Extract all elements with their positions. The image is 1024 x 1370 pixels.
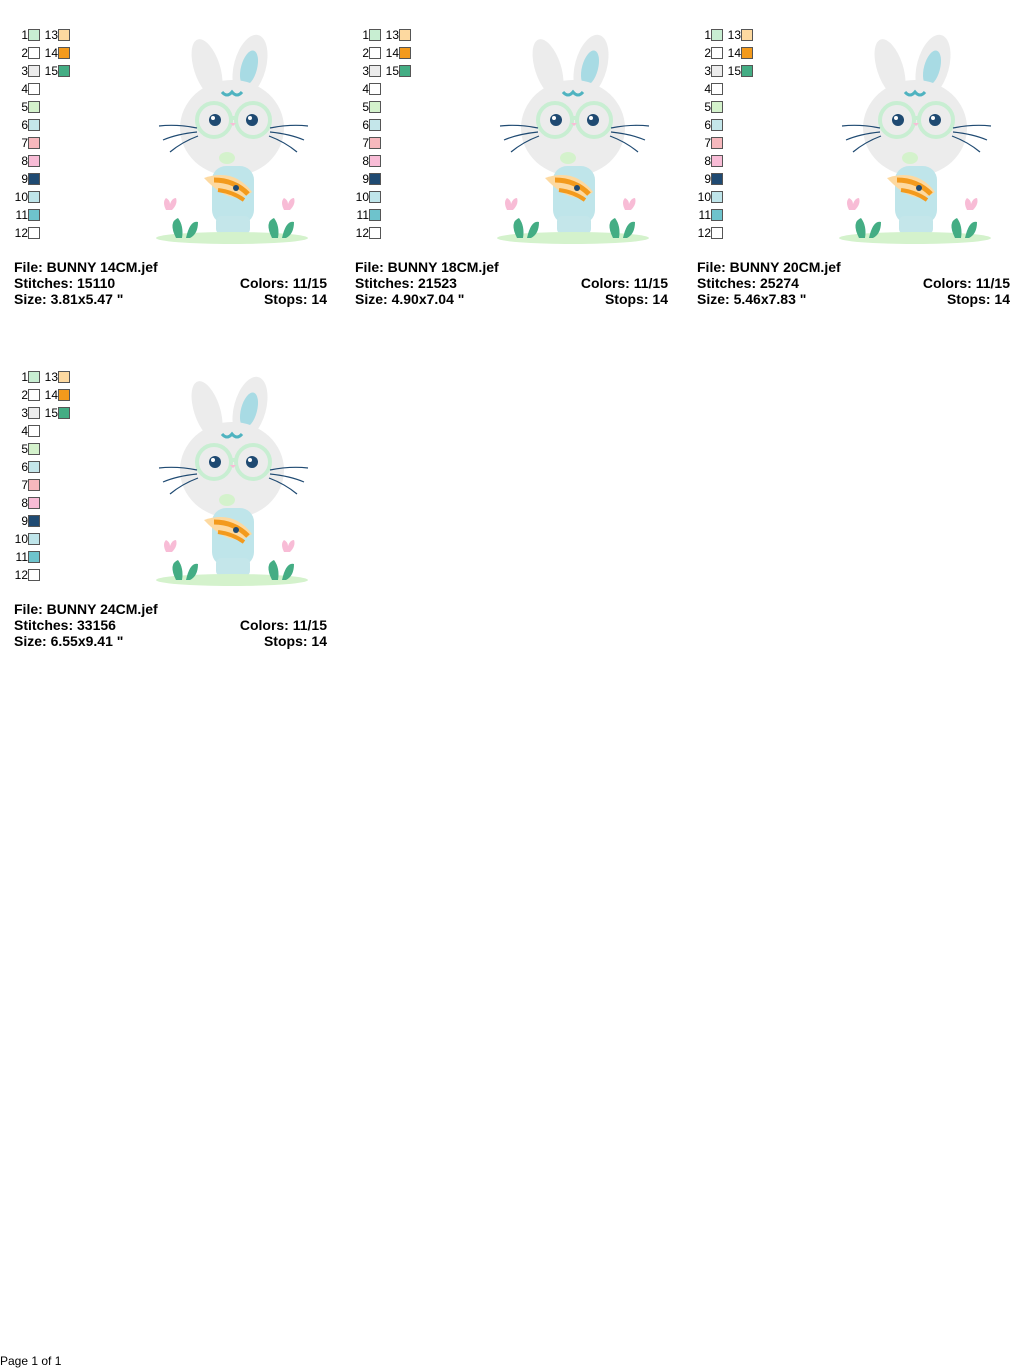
color-swatch: [711, 191, 723, 203]
swatch-row: [697, 118, 723, 132]
swatch-row: [14, 406, 58, 420]
color-swatch: [741, 65, 753, 77]
color-swatch: [369, 101, 381, 113]
color-swatch: [28, 227, 40, 239]
bunny-embroidery-preview: [152, 28, 312, 246]
swatch-row: [14, 424, 40, 438]
color-count: 11/15: [633, 275, 668, 291]
file-name: BUNNY 24CM.jef: [46, 601, 158, 617]
swatch-number: 11: [356, 208, 369, 222]
stops-label: Stops:: [946, 291, 995, 307]
swatch-number: 10: [355, 190, 369, 204]
design-card: [14, 28, 334, 318]
design-card: [355, 28, 675, 318]
color-swatch: [369, 155, 381, 167]
color-swatch: [28, 443, 40, 455]
color-swatch: [711, 173, 723, 185]
design-size: 5.46x7.83 ": [733, 291, 807, 307]
bunny-embroidery-preview: [835, 28, 995, 246]
swatch-row: [355, 190, 381, 204]
swatch-number: 9: [362, 172, 369, 186]
swatch-number: 5: [21, 100, 28, 114]
color-swatch: [28, 533, 40, 545]
size-label: Size:: [14, 633, 51, 649]
swatch-number: 11: [15, 550, 28, 564]
swatch-number: 2: [21, 46, 28, 60]
swatch-number: 13: [44, 370, 58, 384]
swatch-row: [355, 82, 381, 96]
color-swatch: [28, 479, 40, 491]
page-footer: Page 1 of 1: [0, 1354, 62, 1368]
swatch-row: [14, 514, 40, 528]
color-swatch: [28, 461, 40, 473]
swatch-number: 15: [44, 64, 58, 78]
swatch-number: 3: [704, 64, 711, 78]
swatch-row: [14, 190, 40, 204]
swatch-number: 14: [727, 46, 741, 60]
design-size: 3.81x5.47 ": [50, 291, 124, 307]
stitches-label: Stitches:: [697, 275, 761, 291]
swatch-number: 8: [362, 154, 369, 168]
swatch-number: 5: [704, 100, 711, 114]
color-swatch: [28, 47, 40, 59]
swatch-number: 7: [21, 136, 28, 150]
swatch-number: 7: [362, 136, 369, 150]
color-swatch: [369, 119, 381, 131]
size-label: Size:: [14, 291, 51, 307]
swatch-row: [14, 478, 40, 492]
swatch-number: 15: [385, 64, 399, 78]
swatch-number: 13: [385, 28, 399, 42]
color-swatch: [369, 65, 381, 77]
swatch-number: 12: [697, 226, 711, 240]
swatch-row: [14, 154, 40, 168]
swatch-row: [697, 208, 723, 222]
color-swatch: [399, 29, 411, 41]
swatch-number: 8: [21, 154, 28, 168]
swatch-number: 8: [704, 154, 711, 168]
design-card: [14, 370, 334, 660]
stop-count: 14: [994, 291, 1010, 307]
color-swatch: [711, 155, 723, 167]
stitch-count: 25274: [760, 275, 799, 291]
size-label: Size:: [355, 291, 392, 307]
color-swatch: [28, 515, 40, 527]
color-swatch: [28, 83, 40, 95]
swatch-number: 2: [21, 388, 28, 402]
swatch-number: 4: [21, 424, 28, 438]
color-swatch: [711, 209, 723, 221]
file-label: File:: [14, 601, 47, 617]
stitches-label: Stitches:: [14, 275, 78, 291]
swatch-number: 6: [704, 118, 711, 132]
design-info: [14, 259, 327, 307]
swatch-row: [697, 190, 723, 204]
swatch-row: [14, 568, 40, 582]
color-swatch: [369, 47, 381, 59]
design-size: 6.55x9.41 ": [50, 633, 124, 649]
color-swatch: [369, 227, 381, 239]
swatch-row: [697, 136, 723, 150]
color-swatch: [369, 173, 381, 185]
swatch-number: 13: [727, 28, 741, 42]
color-count: 11/15: [292, 275, 327, 291]
color-swatch: [28, 101, 40, 113]
swatch-row: [14, 442, 40, 456]
stops-label: Stops:: [263, 633, 312, 649]
swatch-number: 6: [21, 460, 28, 474]
file-name: BUNNY 18CM.jef: [387, 259, 499, 275]
swatch-number: 13: [44, 28, 58, 42]
size-label: Size:: [697, 291, 734, 307]
swatch-row: [14, 100, 40, 114]
color-swatch: [711, 29, 723, 41]
stitches-label: Stitches:: [14, 617, 78, 633]
color-swatch: [369, 29, 381, 41]
design-info: [355, 259, 668, 307]
swatch-row: [355, 28, 399, 42]
colors-label: Colors:: [580, 275, 634, 291]
color-swatch: [58, 371, 70, 383]
swatch-row: [14, 118, 40, 132]
swatch-number: 3: [362, 64, 369, 78]
swatch-number: 1: [21, 370, 28, 384]
swatch-number: 9: [21, 514, 28, 528]
swatch-number: 3: [21, 406, 28, 420]
file-label: File:: [697, 259, 730, 275]
bunny-embroidery-preview: [493, 28, 653, 246]
colors-label: Colors:: [239, 275, 293, 291]
swatch-row: [355, 172, 381, 186]
bunny-embroidery-preview: [152, 370, 312, 588]
swatch-number: 15: [727, 64, 741, 78]
color-swatch: [28, 119, 40, 131]
color-count: 11/15: [292, 617, 327, 633]
design-info: [14, 601, 327, 649]
swatch-number: 11: [698, 208, 711, 222]
swatch-row: [14, 64, 58, 78]
swatch-row: [14, 370, 58, 384]
swatch-number: 4: [362, 82, 369, 96]
stitch-count: 33156: [77, 617, 116, 633]
swatch-row: [355, 208, 381, 222]
swatch-number: 7: [21, 478, 28, 492]
swatch-row: [697, 100, 723, 114]
swatch-number: 6: [21, 118, 28, 132]
color-swatch: [28, 29, 40, 41]
swatch-row: [355, 154, 381, 168]
stitch-count: 21523: [418, 275, 457, 291]
swatch-number: 2: [704, 46, 711, 60]
color-swatch: [28, 155, 40, 167]
stitch-count: 15110: [77, 275, 116, 291]
swatch-number: 10: [14, 190, 28, 204]
swatch-number: 14: [44, 46, 58, 60]
swatch-number: 1: [21, 28, 28, 42]
swatch-row: [14, 46, 58, 60]
swatch-row: [697, 46, 741, 60]
swatch-row: [14, 388, 58, 402]
stop-count: 14: [652, 291, 668, 307]
design-info: [697, 259, 1010, 307]
color-swatch: [28, 137, 40, 149]
swatch-number: 7: [704, 136, 711, 150]
swatch-row: [14, 208, 40, 222]
swatch-number: 9: [704, 172, 711, 186]
color-swatch: [399, 65, 411, 77]
swatch-row: [14, 172, 40, 186]
swatch-row: [14, 532, 40, 546]
swatch-number: 12: [355, 226, 369, 240]
swatch-row: [355, 46, 399, 60]
swatch-number: 11: [15, 208, 28, 222]
color-swatch: [711, 119, 723, 131]
swatch-number: 1: [362, 28, 369, 42]
swatch-row: [14, 82, 40, 96]
color-swatch: [711, 47, 723, 59]
colors-label: Colors:: [922, 275, 976, 291]
swatch-number: 10: [14, 532, 28, 546]
design-size: 4.90x7.04 ": [391, 291, 465, 307]
swatch-row: [697, 64, 741, 78]
color-swatch: [28, 371, 40, 383]
file-label: File:: [14, 259, 47, 275]
color-swatch: [711, 83, 723, 95]
color-swatch: [369, 209, 381, 221]
color-count: 11/15: [975, 275, 1010, 291]
swatch-row: [355, 136, 381, 150]
swatch-number: 12: [14, 226, 28, 240]
swatch-number: 15: [44, 406, 58, 420]
color-swatch: [28, 569, 40, 581]
swatch-row: [697, 172, 723, 186]
swatch-number: 9: [21, 172, 28, 186]
color-swatch: [58, 29, 70, 41]
color-swatch: [741, 29, 753, 41]
swatch-row: [14, 226, 40, 240]
stop-count: 14: [311, 291, 327, 307]
swatch-row: [697, 82, 723, 96]
color-swatch: [58, 47, 70, 59]
file-name: BUNNY 20CM.jef: [729, 259, 841, 275]
file-name: BUNNY 14CM.jef: [46, 259, 158, 275]
stops-label: Stops:: [263, 291, 312, 307]
swatch-number: 14: [44, 388, 58, 402]
color-swatch: [711, 65, 723, 77]
swatch-number: 12: [14, 568, 28, 582]
color-swatch: [28, 191, 40, 203]
color-swatch: [28, 497, 40, 509]
swatch-row: [355, 100, 381, 114]
swatch-row: [14, 496, 40, 510]
swatch-number: 3: [21, 64, 28, 78]
swatch-row: [355, 226, 381, 240]
swatch-number: 5: [362, 100, 369, 114]
color-swatch: [711, 227, 723, 239]
color-swatch: [58, 65, 70, 77]
swatch-number: 1: [704, 28, 711, 42]
swatch-number: 8: [21, 496, 28, 510]
color-swatch: [28, 389, 40, 401]
swatch-number: 5: [21, 442, 28, 456]
swatch-row: [355, 64, 399, 78]
color-swatch: [28, 407, 40, 419]
color-swatch: [58, 407, 70, 419]
file-label: File:: [355, 259, 388, 275]
swatch-number: 2: [362, 46, 369, 60]
color-swatch: [58, 389, 70, 401]
swatch-row: [14, 550, 40, 564]
color-swatch: [28, 551, 40, 563]
colors-label: Colors:: [239, 617, 293, 633]
color-swatch: [369, 83, 381, 95]
design-card: [697, 28, 1017, 318]
color-swatch: [711, 101, 723, 113]
swatch-row: [14, 136, 40, 150]
color-swatch: [741, 47, 753, 59]
swatch-row: [697, 154, 723, 168]
swatch-number: 4: [21, 82, 28, 96]
swatch-number: 14: [385, 46, 399, 60]
swatch-row: [14, 460, 40, 474]
swatch-number: 10: [697, 190, 711, 204]
color-swatch: [711, 137, 723, 149]
swatch-number: 6: [362, 118, 369, 132]
color-swatch: [369, 191, 381, 203]
color-swatch: [28, 173, 40, 185]
color-swatch: [28, 209, 40, 221]
swatch-row: [697, 28, 741, 42]
stops-label: Stops:: [604, 291, 653, 307]
stop-count: 14: [311, 633, 327, 649]
swatch-row: [14, 28, 58, 42]
color-swatch: [369, 137, 381, 149]
stitches-label: Stitches:: [355, 275, 419, 291]
swatch-row: [355, 118, 381, 132]
color-swatch: [28, 425, 40, 437]
swatch-row: [697, 226, 723, 240]
color-swatch: [28, 65, 40, 77]
swatch-number: 4: [704, 82, 711, 96]
color-swatch: [399, 47, 411, 59]
